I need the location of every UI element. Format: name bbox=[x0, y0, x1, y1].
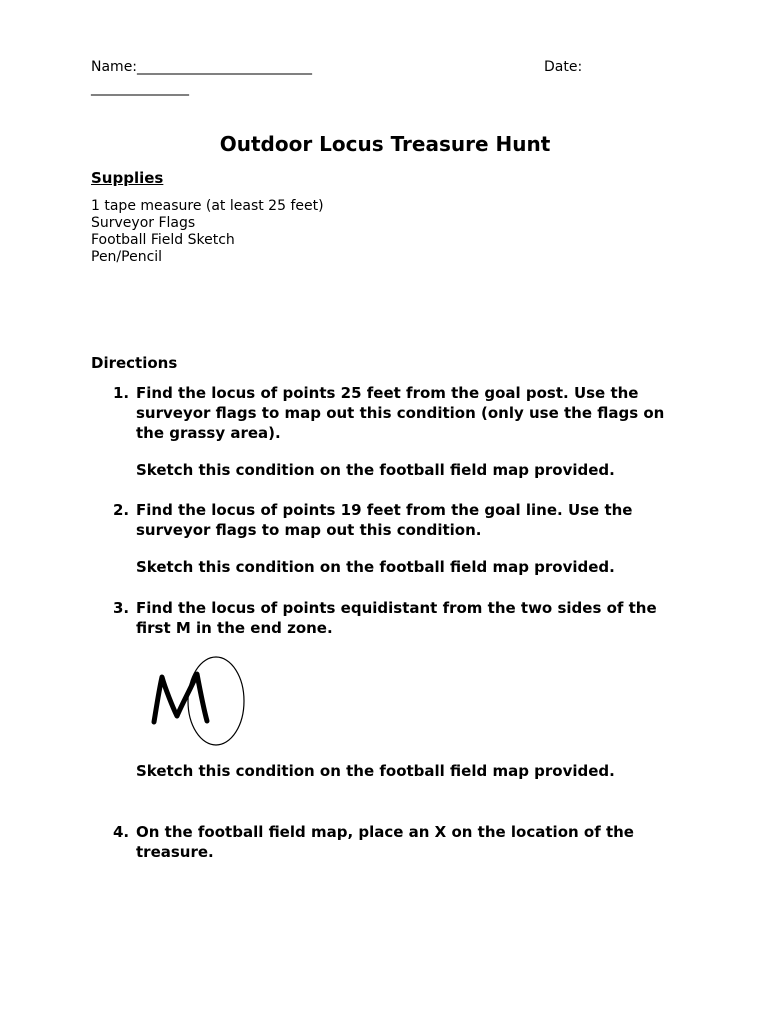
direction-number: 1. bbox=[113, 384, 130, 402]
date-field-line: ______________ bbox=[91, 80, 189, 96]
sketch-instruction-1: Sketch this condition on the football field map provided. bbox=[136, 461, 615, 479]
supply-item: 1 tape measure (at least 25 feet) bbox=[91, 198, 324, 214]
supply-item: Football Field Sketch bbox=[91, 232, 235, 248]
direction-text: Find the locus of points 19 feet from the goal line. Use the surveyor flags to map out this condition. bbox=[136, 501, 633, 539]
direction-number: 4. bbox=[113, 823, 130, 841]
supplies-list bbox=[91, 198, 324, 266]
name-field-label: Name:_________________________ bbox=[91, 59, 313, 75]
directions-heading: Directions bbox=[91, 354, 178, 372]
supply-item: Pen/Pencil bbox=[91, 249, 163, 265]
direction-number: 3. bbox=[113, 599, 130, 617]
supply-item: Surveyor Flags bbox=[91, 215, 196, 231]
sketch-instruction-3: Sketch this condition on the football field map provided. bbox=[136, 762, 615, 780]
circled-m-illustration bbox=[140, 650, 255, 750]
direction-text: On the football field map, place an X on the location of the treasure. bbox=[136, 823, 634, 861]
sketch-instruction-2: Sketch this condition on the football field map provided. bbox=[136, 558, 615, 576]
direction-text: Find the locus of points equidistant from the two sides of the first M in the end zone. bbox=[136, 599, 657, 637]
supplies-heading: Supplies bbox=[91, 169, 164, 187]
direction-number: 2. bbox=[113, 501, 130, 519]
date-field-label: Date: bbox=[544, 59, 583, 75]
page-title: Outdoor Locus Treasure Hunt bbox=[219, 132, 551, 156]
direction-text: Find the locus of points 25 feet from the goal post. Use the surveyor flags to map out this condition (only use the flags on the grassy area). bbox=[136, 384, 665, 442]
